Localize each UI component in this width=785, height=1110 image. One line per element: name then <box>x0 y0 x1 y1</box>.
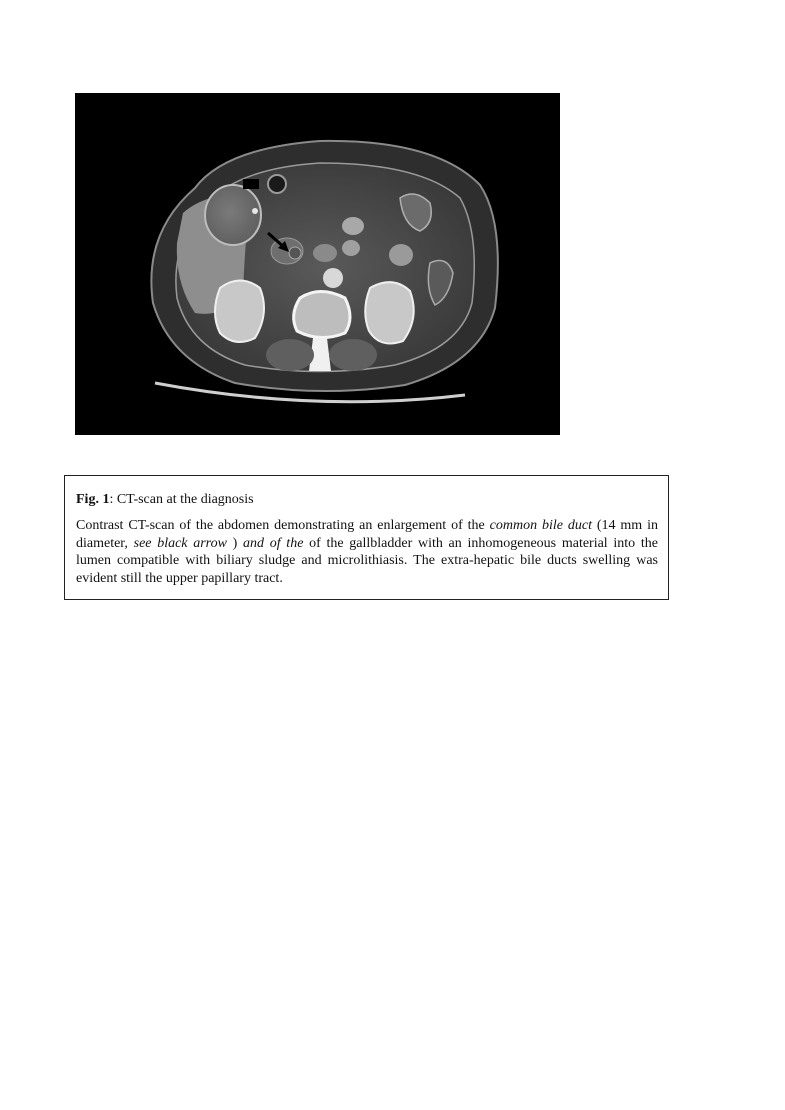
bowel-loop <box>268 175 286 193</box>
caption-label: Fig. 1 <box>76 492 110 507</box>
gallbladder <box>205 185 261 245</box>
aorta <box>323 268 343 288</box>
left-kidney <box>365 282 413 343</box>
bowel-gas <box>243 179 259 189</box>
bowel-small-left <box>389 244 413 266</box>
caption-italic-and-of-the: and of the <box>243 535 304 551</box>
gallbladder-calcification <box>252 208 258 214</box>
common-bile-duct <box>289 247 301 259</box>
paraspinal-muscle-left <box>329 339 377 371</box>
vessel-upper <box>342 217 364 235</box>
paraspinal-muscle-right <box>266 339 314 371</box>
caption-italic-common-bile-duct: common bile duct <box>489 518 592 533</box>
caption-title-text: : CT-scan at the diagnosis <box>109 492 254 507</box>
bowel-small <box>342 240 360 256</box>
caption-title <box>76 491 658 508</box>
caption-text-4: of the gallbladder with an inhomogeneous material into the lumen compatible with biliary sludge and microlithiasis. The extra-hepatic bile ducts swelling was evident still the upper papillary tract. <box>76 535 658 586</box>
caption-italic-see-black-arrow: see black arrow <box>133 535 227 551</box>
vertebral-body <box>294 292 350 338</box>
caption-body <box>76 517 658 587</box>
vessel <box>313 244 337 262</box>
caption-text-3: ) <box>226 535 244 551</box>
ct-scan-image <box>75 93 560 435</box>
figure-caption-box <box>64 475 669 600</box>
right-kidney <box>215 281 264 343</box>
caption-text-1: Contrast CT-scan of the abdomen demonstrating an enlargement of the <box>76 518 490 533</box>
caption-text-2: (14 mm in diameter, <box>76 518 658 551</box>
ct-scan-drawing <box>75 93 560 435</box>
